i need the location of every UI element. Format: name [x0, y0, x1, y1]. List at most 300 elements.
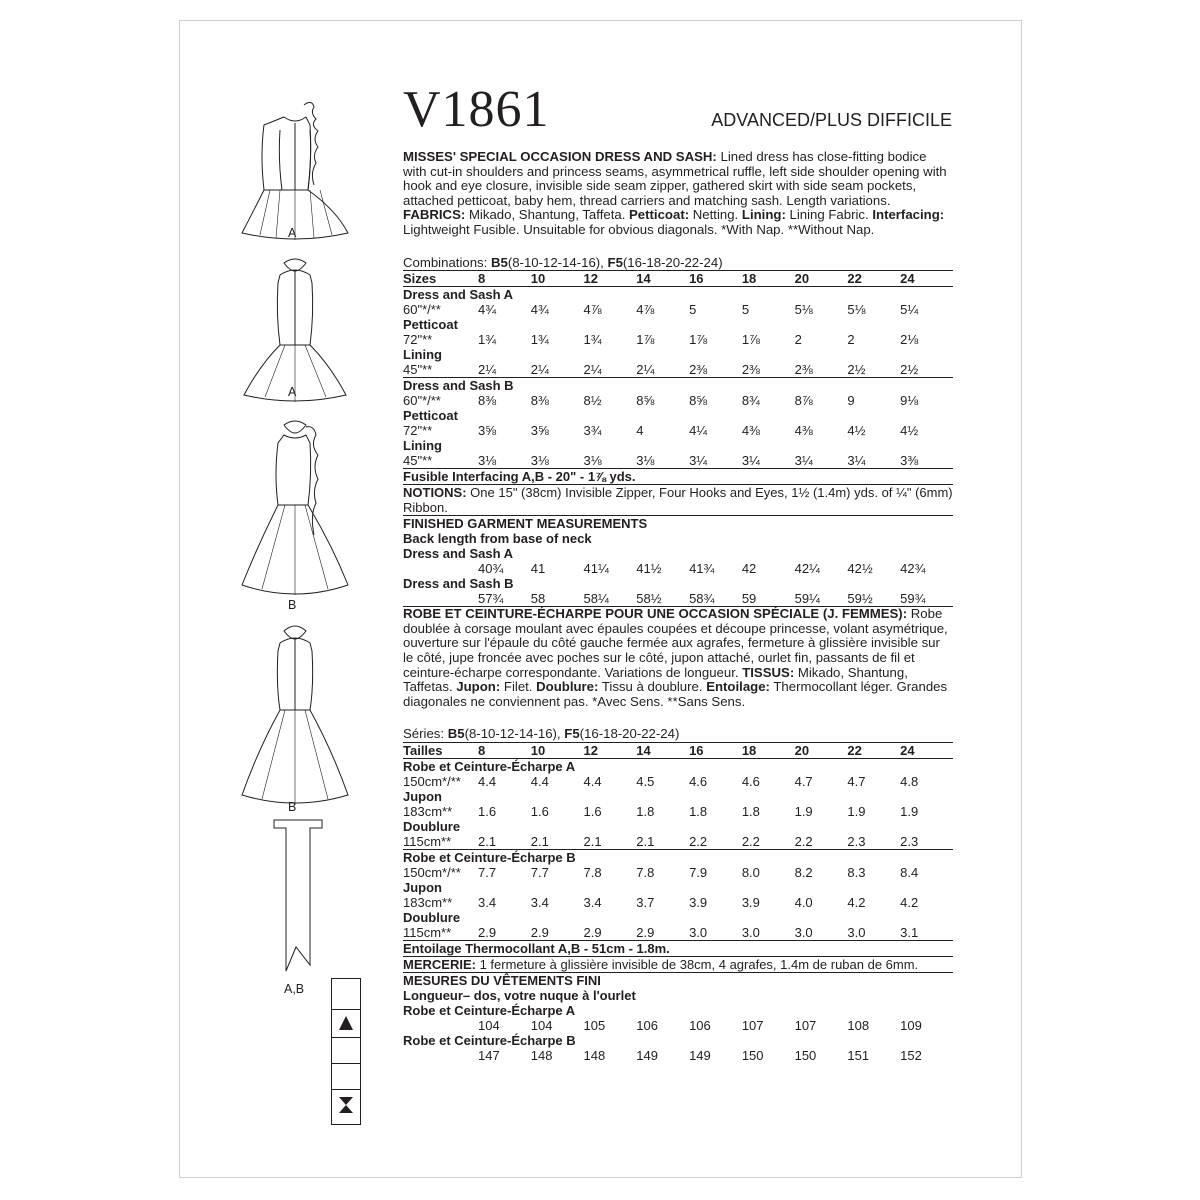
yardage-value: 3.9	[741, 894, 760, 910]
yardage-value: 2.9	[636, 925, 689, 941]
finished-value: 40¾	[478, 561, 504, 577]
yardage-row	[403, 302, 953, 317]
spacer	[403, 1018, 478, 1033]
finished-garment-name: Dress and Sash B	[403, 576, 514, 592]
yardage-value: 3.1	[900, 925, 953, 941]
fabric-name-row	[403, 758, 953, 774]
yardage-value: 1¾	[583, 332, 602, 348]
finished-value: 109	[900, 1017, 922, 1033]
size-header: 24	[900, 271, 953, 287]
fabric-width: 183cm**	[403, 894, 453, 910]
yardage-value: 4.8	[900, 773, 919, 789]
finished-value: 59½	[847, 591, 900, 607]
yardage-value: 1.8	[636, 803, 655, 819]
yardage-value: 1⅞	[741, 332, 760, 348]
yardage-value: 8⅞	[794, 393, 813, 409]
sketch-label: A	[288, 226, 297, 240]
fusible-interfacing: Fusible Interfacing A,B - 20" - 1⅞ yds.	[403, 469, 953, 485]
yardage-row	[403, 865, 953, 880]
lining-label: Doublure:	[536, 679, 599, 695]
fabric-name-row	[403, 317, 953, 332]
yardage-value: 3.4	[583, 894, 602, 910]
finished-value: 58¾	[689, 591, 742, 607]
yardage-value: 3¾	[583, 423, 602, 439]
fabric-width: 60"*/**	[403, 302, 441, 318]
finished-value: 58½	[636, 591, 689, 607]
combinations-en	[403, 256, 953, 271]
yardage-value: 7.7	[530, 864, 549, 880]
lining-label: Lining:	[741, 207, 786, 223]
finished-title-row	[403, 972, 953, 988]
yardage-value: 4.7	[847, 773, 866, 789]
yardage-value: 3⅜	[900, 453, 953, 469]
fabric-name: Jupon	[403, 788, 442, 804]
fabric-width: 45"**	[403, 362, 478, 378]
finished-garment-name: Robe et Ceinture-Écharpe A	[403, 1002, 576, 1018]
finished-value: 149	[636, 1047, 658, 1063]
yardage-value: 4⅞	[583, 302, 602, 318]
sketch-label: A	[288, 385, 297, 399]
yardage-value: 8½	[583, 393, 602, 409]
size-header: 16	[689, 742, 742, 758]
description-body: Lined dress has close-fitting bodice with cut-in shoulders and princess seams, asymmetrical ruffle, left side shoulder opening with hook and eye closure, invisible side seam zipper, gathered skirt with side seam pockets, attached petticoat, baby hem, thread carriers and matching sash. Length variations.	[403, 149, 947, 208]
sketch-sash	[274, 820, 322, 971]
yardage-value: 4.2	[847, 894, 866, 910]
size-header: 20	[795, 271, 848, 287]
combinations-label: Combinations:	[403, 254, 491, 270]
yardage-value: 4½	[900, 423, 919, 439]
yardage-value: 4⅞	[636, 302, 655, 318]
yardage-value: 3⅛	[636, 453, 689, 469]
notions	[403, 956, 953, 972]
yardage-value: 4.6	[689, 773, 708, 789]
fabric-width: 183cm**	[403, 803, 453, 819]
yardage-value: 3.0	[795, 925, 848, 941]
back-length-label: Back length from base of neck	[403, 531, 592, 547]
sketch-view-a-back	[244, 259, 346, 402]
fabrics-text: Mikado, Shantung, Taffetas.	[403, 664, 908, 695]
fabric-width: 72"**	[403, 332, 433, 348]
combination-sizes: (8-10-12-14-16),	[464, 726, 565, 742]
fabric-width: 45"**	[403, 453, 478, 469]
yardage-value: 2.9	[531, 925, 584, 941]
yardage-value: 2.9	[478, 925, 531, 941]
yardage-row	[403, 332, 953, 347]
yardage-value: 3¼	[689, 453, 742, 469]
yardage-value: 3⅝	[478, 423, 497, 439]
description-title: MISSES' SPECIAL OCCASION DRESS AND SASH:	[403, 149, 717, 164]
yardage-value: 2¼	[531, 362, 584, 378]
combination-code: B5	[490, 254, 508, 270]
fabric-name-row	[403, 910, 953, 925]
finished-value: 104	[478, 1017, 500, 1033]
yardage-value: 2.9	[584, 925, 637, 941]
yardage-value: 8⅝	[689, 393, 708, 409]
finished-measurements-title: MESURES DU VÊTEMENTS FINI	[403, 972, 601, 988]
yardage-value: 9⅛	[900, 393, 919, 409]
finished-value: 108	[847, 1017, 870, 1033]
interfacing-text: Thermocollant léger. Grandes diagonales ne conviennent pas. *Avec Sens. **Sans Sens.	[403, 679, 948, 709]
yardage-value: 3.0	[689, 925, 742, 941]
yardage-value: 4⅜	[794, 423, 813, 439]
yardage-value: 2.1	[478, 834, 531, 850]
yardage-value: 1⅞	[689, 332, 708, 348]
yardage-value: 2.1	[531, 834, 584, 850]
combination-code: B5	[447, 726, 465, 742]
finished-value: 59¼	[795, 591, 848, 607]
yardage-value: 3⅛	[584, 453, 637, 469]
layout-symbol-chart	[331, 978, 361, 1125]
difficulty-level: ADVANCED/PLUS DIFFICILE	[711, 110, 952, 130]
size-header: 12	[584, 742, 637, 758]
sizes-label: Sizes	[403, 271, 478, 287]
yardage-value: 3.4	[530, 894, 549, 910]
yardage-value: 5¼	[900, 302, 919, 318]
finished-value: 42	[741, 561, 757, 577]
petticoat-label: Jupon:	[456, 679, 501, 695]
finished-value: 59¾	[900, 591, 953, 607]
yardage-value: 8.3	[847, 864, 866, 880]
yardage-table-en	[403, 270, 953, 607]
sketch-label: B	[288, 598, 297, 612]
yardage-value: 2¼	[636, 362, 689, 378]
back-length-row	[403, 531, 953, 546]
fusible-row	[403, 469, 953, 485]
finished-garment-name: Dress and Sash A	[403, 546, 514, 562]
yardage-value: 3⅝	[530, 423, 549, 439]
triangle-icon	[338, 1015, 354, 1031]
hourglass-icon	[338, 1096, 354, 1114]
interfacing-label: Entoilage:	[706, 679, 770, 695]
yardage-value: 2⅜	[795, 362, 848, 378]
fusible-row	[403, 940, 953, 956]
yardage-value: 3.9	[689, 894, 708, 910]
yardage-value: 4¼	[689, 423, 708, 439]
combinations-fr	[403, 727, 953, 742]
yardage-value: 8.0	[741, 864, 760, 880]
finished-value: 58¼	[584, 591, 637, 607]
interfacing-text: Lightweight Fusible. Unsuitable for obvious diagonals. *With Nap. **Without Nap.	[403, 221, 875, 237]
finished-value: 41¾	[689, 561, 715, 577]
yardage-value: 9	[847, 393, 855, 409]
yardage-value: 4¾	[530, 302, 549, 318]
yardage-row	[403, 423, 953, 438]
yardage-value: 1.6	[583, 803, 602, 819]
fabric-name: Lining	[403, 438, 442, 454]
description-title: ROBE ET CEINTURE-ÉCHARPE POUR UNE OCCASION SPÉCIALE (J. FEMMES):	[403, 606, 908, 622]
sketch-label: B	[288, 800, 297, 814]
pattern-number: V1861	[403, 81, 550, 138]
yardage-value: 3.0	[742, 925, 795, 941]
size-header: 18	[742, 742, 795, 758]
yardage-value: 2⅜	[742, 362, 795, 378]
petticoat-text: Netting.	[689, 207, 742, 223]
fabrics-text: Mikado, Shantung, Taffeta.	[465, 207, 630, 223]
fabric-name-row	[403, 438, 953, 453]
finished-value: 106	[636, 1017, 658, 1033]
fabric-name-row	[403, 849, 953, 865]
size-header: 10	[531, 742, 584, 758]
finished-name-row	[403, 1003, 953, 1018]
finished-value: 150	[794, 1047, 817, 1063]
yardage-value: 2¼	[584, 362, 637, 378]
combination-code: F5	[607, 254, 623, 270]
yardage-value: 8⅝	[636, 393, 655, 409]
finished-value: 152	[900, 1047, 922, 1063]
finished-value: 42¾	[900, 561, 926, 577]
yardage-row	[403, 453, 953, 469]
yardage-value: 2.1	[636, 834, 689, 850]
finished-title-row	[403, 516, 953, 532]
spacer	[403, 1048, 478, 1063]
finished-value: 150	[741, 1047, 764, 1063]
finished-name-row	[403, 1033, 953, 1048]
fabric-name-row	[403, 378, 953, 394]
finished-values-row	[403, 561, 953, 576]
fabric-name: Dress and Sash B	[403, 378, 514, 394]
description-fr	[403, 607, 953, 709]
fusible-interfacing: Entoilage Thermocollant A,B - 51cm - 1.8m.	[403, 940, 953, 956]
finished-value: 148	[583, 1047, 606, 1063]
size-header: 8	[478, 271, 531, 287]
yardage-value: 4.4	[583, 773, 602, 789]
notions-row	[403, 956, 953, 972]
yardage-row	[403, 804, 953, 819]
fabric-name-row	[403, 347, 953, 362]
notions-text: 1 fermeture à glissière invisible de 38cm, 4 agrafes, 1.4m de ruban de 6mm.	[475, 956, 919, 972]
yardage-value: 8.2	[794, 864, 813, 880]
yardage-value: 3.0	[847, 925, 900, 941]
yardage-value: 1¾	[478, 332, 497, 348]
finished-measurements-title: FINISHED GARMENT MEASUREMENTS	[403, 516, 648, 532]
fabric-name: Petticoat	[403, 408, 458, 424]
lining-text: Lining Fabric.	[785, 207, 873, 223]
yardage-value: 8⅜	[530, 393, 549, 409]
yardage-value: 3¼	[847, 453, 900, 469]
finished-value: 148	[530, 1047, 553, 1063]
fabric-name: Doublure	[403, 909, 461, 925]
yardage-value: 4.4	[478, 773, 497, 789]
fabric-width: 115cm**	[403, 925, 478, 941]
yardage-value: 1.8	[741, 803, 760, 819]
fabric-name: Dress and Sash A	[403, 287, 514, 303]
fabric-width: 72"**	[403, 423, 433, 439]
back-length-row	[403, 988, 953, 1003]
yardage-row	[403, 774, 953, 789]
yardage-row	[403, 895, 953, 910]
size-header: 12	[584, 271, 637, 287]
yardage-value: 1⅞	[636, 332, 655, 348]
description-en	[403, 150, 953, 238]
yardage-value: 3¼	[742, 453, 795, 469]
yardage-value: 2.2	[689, 834, 742, 850]
size-header: 24	[900, 742, 953, 758]
yardage-value: 1.8	[689, 803, 708, 819]
fabric-name: Lining	[403, 347, 442, 363]
sketch-view-b-back	[242, 626, 348, 805]
yardage-value: 3⅛	[478, 453, 531, 469]
yardage-value: 2	[794, 332, 802, 348]
envelope-content	[403, 150, 953, 1063]
finished-value: 151	[847, 1047, 870, 1063]
yardage-value: 2.2	[742, 834, 795, 850]
yardage-value: 2⅜	[689, 362, 742, 378]
size-header: 14	[636, 271, 689, 287]
fabrics-label: TISSUS:	[742, 664, 795, 680]
yardage-value: 3¼	[795, 453, 848, 469]
fabric-name: Jupon	[403, 879, 442, 895]
notions-row	[403, 485, 953, 516]
yardage-value: 2½	[847, 362, 900, 378]
yardage-value: 4.7	[794, 773, 813, 789]
finished-value: 57¾	[478, 591, 531, 607]
finished-value: 42¼	[794, 561, 820, 577]
petticoat-text: Filet.	[500, 679, 537, 695]
finished-name-row	[403, 576, 953, 591]
finished-value: 107	[794, 1017, 817, 1033]
combination-sizes: (16-18-20-22-24)	[622, 254, 723, 270]
size-header: 20	[795, 742, 848, 758]
finished-value: 42½	[847, 561, 873, 577]
finished-value: 41½	[636, 561, 662, 577]
yardage-value: 5	[741, 302, 750, 318]
sketch-view-a-front	[242, 102, 348, 240]
fabric-name: Robe et Ceinture-Écharpe B	[403, 849, 576, 865]
yardage-value: 2½	[900, 362, 953, 378]
yardage-value: 1.9	[794, 803, 813, 819]
yardage-value: 2¼	[478, 362, 531, 378]
notions	[403, 485, 953, 516]
sizes-row	[403, 271, 953, 287]
yardage-value: 2.2	[795, 834, 848, 850]
yardage-row	[403, 362, 953, 378]
yardage-value: 2⅛	[900, 332, 919, 348]
interfacing-label: Interfacing:	[872, 207, 945, 223]
yardage-value: 1.9	[847, 803, 866, 819]
back-length-label: Longueur– dos, votre nuque à l'ourlet	[403, 987, 636, 1003]
combination-sizes: (8-10-12-14-16),	[507, 254, 608, 270]
fabric-width: 150cm*/**	[403, 864, 461, 880]
yardage-value: 1.6	[478, 803, 497, 819]
fabric-name-row	[403, 880, 953, 895]
fabric-name-row	[403, 287, 953, 303]
finished-values-row	[403, 591, 953, 607]
finished-value: 106	[689, 1017, 711, 1033]
yardage-value: 2.1	[584, 834, 637, 850]
combinations-label: Séries:	[403, 726, 448, 742]
yardage-value: 1.9	[900, 803, 919, 819]
notions-label: MERCERIE:	[403, 956, 476, 972]
yardage-value: 7.8	[583, 864, 602, 880]
yardage-value: 7.8	[636, 864, 655, 880]
sketch-view-b-front	[242, 421, 348, 595]
notions-label: NOTIONS:	[403, 485, 467, 501]
size-header: 22	[847, 271, 900, 287]
yardage-value: 4.4	[530, 773, 549, 789]
size-header: 22	[847, 742, 900, 758]
yardage-value: 4⅜	[741, 423, 760, 439]
size-header: 18	[742, 271, 795, 287]
size-header: 8	[478, 742, 531, 758]
yardage-value: 5⅛	[847, 302, 866, 318]
fabrics-label: FABRICS:	[403, 207, 466, 223]
yardage-value: 2.3	[847, 834, 900, 850]
yardage-value: 4.2	[900, 894, 919, 910]
sizes-row	[403, 742, 953, 758]
finished-value: 59	[742, 591, 795, 607]
finished-garment-name: Robe et Ceinture-Écharpe B	[403, 1032, 576, 1048]
yardage-value: 5⅛	[794, 302, 813, 318]
size-header: 10	[531, 271, 584, 287]
fabric-width: 150cm*/**	[403, 773, 461, 789]
finished-value: 41¼	[583, 561, 609, 577]
fabric-name: Petticoat	[403, 317, 458, 333]
spacer	[403, 561, 478, 576]
notions-text: One 15" (38cm) Invisible Zipper, Four Hooks and Eyes, 1½ (1.4m) yds. of ¼" (6mm) Ribbon.	[403, 485, 953, 516]
yardage-value: 2	[847, 332, 855, 348]
fabric-name: Doublure	[403, 818, 461, 834]
yardage-value: 5	[689, 302, 697, 318]
combination-sizes: (16-18-20-22-24)	[579, 726, 680, 742]
yardage-row	[403, 834, 953, 850]
yardage-value: 1¾	[530, 332, 549, 348]
lining-text: Tissu à doublure.	[598, 679, 707, 695]
finished-value: 147	[478, 1047, 500, 1063]
finished-name-row	[403, 546, 953, 561]
finished-values-row	[403, 1018, 953, 1033]
yardage-row	[403, 393, 953, 408]
finished-values-row	[403, 1048, 953, 1063]
yardage-value: 4	[636, 423, 644, 439]
size-header: 14	[636, 742, 689, 758]
yardage-value: 3.4	[478, 894, 497, 910]
yardage-value: 1.6	[530, 803, 549, 819]
description-body: Robe doublée à corsage moulant avec épaules coupées et découpe princesse, volant asymétrique, ouverture sur l'épaule du côté gauche fermée aux agrafes, fermeture à glissière invisible sur le côté, jupe froncée avec poches sur le côté, jupon attaché, ourlet fin, passants de fil et ceinture-écharpe correspondante. Variations de longueur.	[403, 606, 948, 680]
yardage-value: 4.5	[636, 773, 655, 789]
yardage-value: 4½	[847, 423, 866, 439]
sizes-label: Tailles	[403, 742, 478, 758]
sketch-label: A,B	[284, 982, 305, 996]
finished-value: 105	[583, 1017, 606, 1033]
size-header: 16	[689, 271, 742, 287]
yardage-value: 3⅛	[531, 453, 584, 469]
yardage-value: 2.3	[900, 834, 953, 850]
yardage-value: 4.0	[794, 894, 813, 910]
fabric-name-row	[403, 408, 953, 423]
yardage-value: 7.9	[689, 864, 708, 880]
fabric-name: Robe et Ceinture-Écharpe A	[403, 758, 576, 774]
yardage-value: 4¾	[478, 302, 497, 318]
finished-value: 104	[530, 1017, 553, 1033]
yardage-value: 7.7	[478, 864, 497, 880]
spacer	[403, 591, 478, 607]
finished-value: 107	[741, 1017, 764, 1033]
yardage-value: 3.7	[636, 894, 655, 910]
yardage-table-fr	[403, 742, 953, 1063]
finished-value: 149	[689, 1047, 711, 1063]
fabric-width: 60"*/**	[403, 393, 441, 409]
yardage-value: 4.6	[741, 773, 760, 789]
finished-value: 58	[531, 591, 584, 607]
fabric-width: 115cm**	[403, 834, 478, 850]
yardage-value: 8⅜	[478, 393, 497, 409]
petticoat-label: Petticoat:	[629, 207, 690, 223]
yardage-value: 8¾	[741, 393, 760, 409]
yardage-row	[403, 925, 953, 941]
fabric-name-row	[403, 819, 953, 834]
combination-code: F5	[564, 726, 580, 742]
fabric-name-row	[403, 789, 953, 804]
